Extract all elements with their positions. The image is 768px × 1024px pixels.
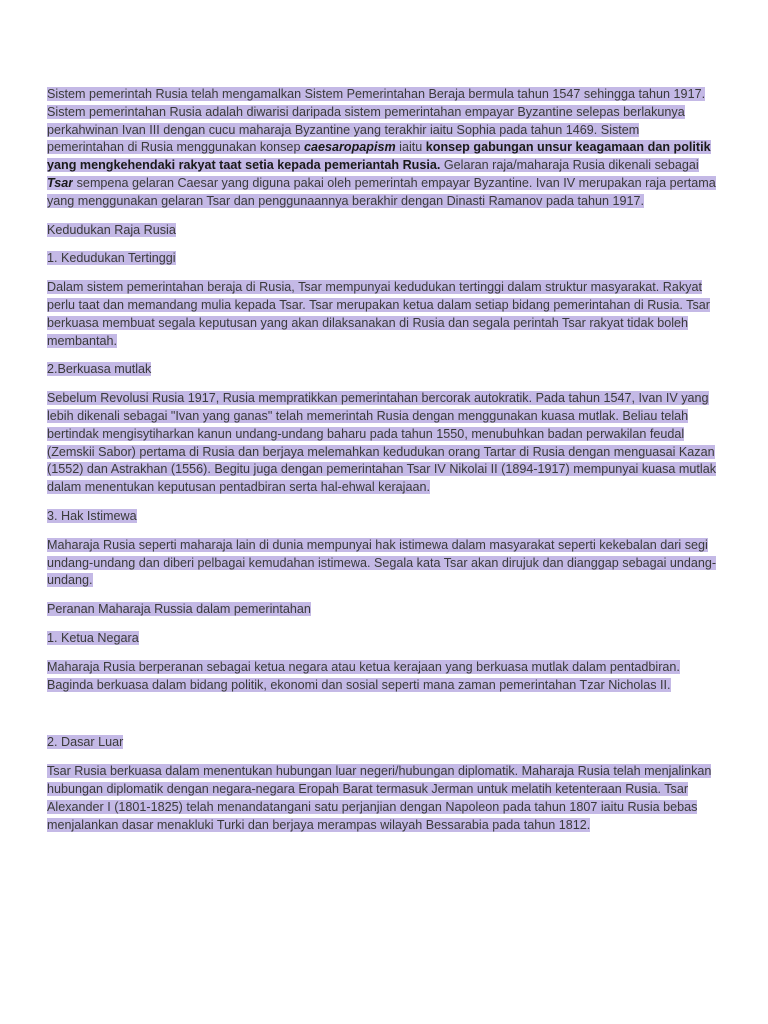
paragraph-1-text: Dalam sistem pemerintahan beraja di Rusia, Tsar mempunyai kedudukan tertinggi dalam struktur masyarakat. Rakyat perlu taat dan memandang mulia kepada Tsar. Tsar merupakan ketua dalam setiap bidang pemerintahan di Rusia. Tsar berkuasa membuat segala keputusan yang akan dilaksanakan di Rusia dan segala perintah Tsar rakyat tidak boleh membantah. — [47, 280, 710, 348]
subheading-2-text: 2.Berkuasa mutlak — [47, 362, 152, 377]
intro-bold-definition: konsep gabungan unsur keagamaan dan politik yang mengkehendaki rakyat taat setia kepada pemeriantah Rusia. — [47, 140, 711, 173]
tsar-term: Tsar — [47, 175, 74, 190]
paragraph-5-text: Tsar Rusia berkuasa dalam menentukan hubungan luar negeri/hubungan diplomatik. Maharaja Rusia telah menjalinkan hubungan diplomatik dengan negara-negara Eropah Barat termasuk Jerman untuk melatih ketenteraan Rusia. Tsar Alexander I (1801-1825) telah menandatangani satu perjanjian dengan Napoleon pada tahun 1807 iaitu Rusia bebas menjalankan dasar menakluki Turki dan berjaya merampas wilayah Bessarabia pada tahun 1812. — [47, 764, 712, 832]
paragraph-dasar-luar — [47, 763, 719, 834]
caesaropapism-term: caesaropapism — [303, 140, 396, 155]
subheading-hak-istimewa — [47, 508, 719, 526]
intro-text-4: sempena gelaran Caesar yang diguna pakai oleh pemerintah empayar Byzantine. Ivan IV merupakan raja pertama yang menggunakan gelaran Tsar dan penggunaannya berakhir dengan Dinasti Ramanov pada tahun 1917. — [47, 175, 716, 208]
paragraph-3-text: Maharaja Rusia seperti maharaja lain di dunia mempunyai hak istimewa dalam masyarakat seperti kekebalan dari segi undang-undang dan diberi pelbagai kemudahan istimewa. Segala kata Tsar akan dirujuk dan dianggap sebagai undang-undang. — [47, 537, 717, 588]
subheading-dasar-luar — [47, 734, 719, 752]
paragraph-2-text: Sebelum Revolusi Rusia 1917, Rusia mempratikkan pemerintahan bercorak autokratik. Pada tahun 1547, Ivan IV yang lebih dikenali sebagai "Ivan yang ganas" telah memerintah Rusia dengan menggunakan kuasa mutlak. Beliau telah bertindak mengisytiharkan kanun undang-undang baharu pada tahun 1550, menubuhkan badan perwakilan feudal (Zemskii Sabor) pertama di Rusia dan berjaya melemahkan kedudukan orang Tartar di Rusia dengan menguasai Kazan (1552) dan Astrakhan (1556). Begitu juga dengan pemerintahan Tsar IV Nikolai II (1894-1917) mempunyai kuasa mutlak dalam menentukan keputusan pentadbiran serta hal-ehwal kerajaan. — [47, 391, 717, 495]
paragraph-4-text: Maharaja Rusia berperanan sebagai ketua negara atau ketua kerajaan yang berkuasa mutlak dalam pentadbiran. Baginda berkuasa dalam bidang politik, ekonomi dan sosial seperti mana zaman pemerintahan Tzar Nicholas II. — [47, 659, 680, 692]
paragraph-ketua-negara — [47, 659, 719, 695]
heading-kedudukan-raja — [47, 222, 719, 240]
heading-kedudukan-text: Kedudukan Raja Rusia — [47, 222, 176, 237]
heading-peranan-maharaja — [47, 601, 719, 619]
intro-text-3: Gelaran raja/maharaja Rusia dikenali sebagai — [440, 158, 699, 173]
subheading-3-text: 3. Hak Istimewa — [47, 508, 137, 523]
subheading-4-text: 1. Ketua Negara — [47, 630, 139, 645]
intro-text-1: Sistem pemerintah Rusia telah mengamalkan Sistem Pemerintahan Beraja bermula tahun 1547 sehingga tahun 1917. Sistem pemerintahan Rusia adalah diwarisi daripada sistem pemerintahan empayar Byzantine selepas berlakunya perkahwinan Ivan III dengan cucu maharaja Byzantine yang terakhir iaitu Sophia pada tahun 1469. Sistem pemerintahan di Rusia menggunakan konsep — [47, 87, 706, 155]
paragraph-kedudukan-tertinggi — [47, 279, 719, 350]
paragraph-berkuasa-mutlak — [47, 390, 719, 497]
document-body — [47, 86, 719, 845]
heading-peranan-text: Peranan Maharaja Russia dalam pemerintahan — [47, 602, 311, 617]
intro-paragraph — [47, 86, 719, 211]
subheading-kedudukan-tertinggi — [47, 250, 719, 268]
intro-text-2: iaitu — [395, 140, 426, 155]
blank-spacer — [47, 705, 719, 734]
subheading-berkuasa-mutlak — [47, 361, 719, 379]
paragraph-hak-istimewa — [47, 537, 719, 590]
subheading-ketua-negara — [47, 630, 719, 648]
subheading-5-text: 2. Dasar Luar — [47, 735, 124, 750]
subheading-1-text: 1. Kedudukan Tertinggi — [47, 251, 176, 266]
